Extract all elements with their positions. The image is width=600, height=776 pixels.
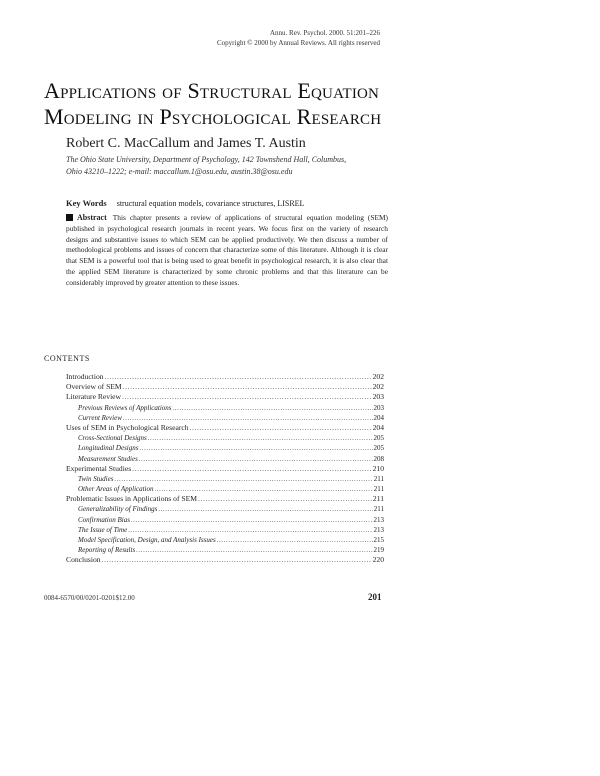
toc-leader-dots: [190, 423, 372, 433]
copyright-notice: Copyright © 2000 by Annual Reviews. All rights reserved: [217, 39, 380, 47]
journal-citation: Annu. Rev. Psychol. 2000. 51:201–226: [270, 29, 380, 37]
toc-entry: [66, 403, 384, 413]
toc-leader-dots: [139, 454, 373, 464]
toc-entry-page: 211: [373, 474, 384, 483]
toc-leader-dots: [132, 464, 371, 474]
article-code: 0084-6570/00/0201-0201$12.00: [44, 594, 135, 602]
toc-entry-title: Current Review: [78, 413, 122, 422]
affiliation-line-1: The Ohio State University, Department of Psychology, 142 Townshend Hall, Columbus,: [66, 155, 347, 164]
toc-entry-page: 215: [373, 536, 384, 544]
toc-leader-dots: [123, 413, 373, 423]
toc-leader-dots: [114, 474, 372, 484]
toc-entry: [66, 484, 384, 494]
toc-entry-title: Reporting of Results: [78, 546, 136, 555]
toc-leader-dots: [136, 545, 372, 555]
toc-entry-title: Uses of SEM in Psychological Research: [66, 422, 189, 432]
toc-entry-page: 204: [373, 413, 384, 422]
toc-leader-dots: [158, 504, 372, 514]
toc-entry-title: Overview of SEM: [66, 382, 122, 392]
toc-leader-dots: [123, 382, 372, 392]
contents-heading: CONTENTS: [44, 354, 90, 363]
toc-entry: [66, 494, 384, 504]
toc-entry-page: 213: [373, 525, 384, 534]
square-bullet-icon: [66, 214, 73, 221]
toc-entry: [66, 413, 384, 423]
article-title: [44, 78, 464, 130]
toc-leader-dots: [217, 535, 373, 545]
toc-entry: [66, 443, 384, 453]
affiliation: [66, 154, 386, 178]
toc-entry: [66, 454, 384, 464]
toc-entry-page: 211: [373, 485, 384, 494]
toc-entry-title: Twin Studies: [78, 474, 114, 483]
keywords-label: Key Words: [66, 198, 107, 208]
toc-entry: [66, 382, 384, 392]
abstract-label: Abstract: [77, 213, 107, 222]
toc-entry-title: Previous Reviews of Applications: [78, 403, 172, 412]
toc-entry: [66, 392, 384, 402]
toc-entry-page: 213: [373, 515, 384, 524]
toc-entry-title: Conclusion: [66, 555, 101, 565]
authors: Robert C. MacCallum and James T. Austin: [66, 136, 306, 151]
toc-entry-title: Confirmation Bias: [78, 515, 130, 524]
toc-entry: [66, 423, 384, 433]
toc-entry-page: 205: [373, 444, 384, 453]
toc-entry-page: 203: [372, 392, 384, 402]
toc-entry-page: 219: [373, 546, 384, 555]
running-head: [217, 28, 380, 48]
title-line-2: Modeling in Psychological Research: [44, 104, 382, 129]
toc-entry-title: Literature Review: [66, 392, 122, 402]
page-number: 201: [368, 592, 382, 602]
toc-leader-dots: [173, 403, 373, 413]
table-of-contents: [66, 372, 384, 566]
toc-entry-page: 203: [373, 403, 384, 412]
toc-entry: [66, 545, 384, 555]
toc-entry: [66, 515, 384, 525]
toc-entry-page: 202: [372, 372, 384, 381]
keywords-text: structural equation models, covariance structures, LISREL: [116, 199, 305, 208]
abstract-text: This chapter presents a review of applications of structural equation modeling (SEM) published in psychological research journals in recent years. We focus first on the variety of research designs and substantive issues to which SEM can be applied productively. We then discuss a number of methodological problems and issues of concern that characterize some of this literature. Although it is clear that SEM is a powerful tool that is being used to great benefit in psychological research, it is also clear that the applied SEM literature is characterized by some chronic problems and that this literature can be considerably improved by greater attention to these issues.: [66, 213, 388, 287]
toc-leader-dots: [128, 525, 372, 535]
toc-entry-page: 210: [372, 463, 384, 473]
toc-entry: [66, 535, 384, 545]
toc-entry-page: 204: [372, 422, 384, 432]
toc-entry: [66, 433, 384, 443]
toc-entry-page: 220: [372, 555, 384, 565]
keywords: [66, 198, 304, 208]
toc-entry-title: Model Specification, Design, and Analysis Issues: [78, 536, 216, 544]
toc-entry-title: Experimental Studies: [66, 463, 132, 473]
toc-entry-title: Generalizability of Findings: [78, 505, 158, 514]
toc-entry: [66, 525, 384, 535]
toc-leader-dots: [131, 515, 373, 525]
toc-entry-title: Problematic Issues in Applications of SEM: [66, 494, 197, 504]
toc-entry-page: 211: [372, 494, 384, 504]
toc-leader-dots: [139, 443, 372, 453]
toc-leader-dots: [105, 372, 372, 382]
toc-leader-dots: [102, 555, 372, 565]
title-line-1: Applications of Structural Equation: [44, 78, 380, 103]
toc-entry-title: Cross-Sectional Designs: [78, 434, 147, 443]
affiliation-line-2: Ohio 43210–1222; e-mail: maccallum.1@osu.edu, austin.38@osu.edu: [66, 167, 293, 176]
toc-entry-title: Other Areas of Application: [78, 485, 154, 494]
toc-entry-page: 202: [372, 382, 384, 392]
toc-entry: [66, 464, 384, 474]
toc-leader-dots: [155, 484, 373, 494]
toc-entry: [66, 474, 384, 484]
abstract: [66, 213, 388, 289]
toc-entry-page: 205: [373, 434, 384, 443]
toc-entry: [66, 372, 384, 382]
toc-leader-dots: [122, 392, 372, 402]
toc-entry-page: 211: [373, 505, 384, 514]
toc-entry-title: The Issue of Time: [78, 525, 128, 534]
toc-entry-title: Measurement Studies: [78, 454, 138, 463]
toc-entry-page: 208: [373, 454, 384, 463]
toc-leader-dots: [148, 433, 373, 443]
toc-entry: [66, 555, 384, 565]
toc-leader-dots: [198, 494, 372, 504]
toc-entry-title: Longitudinal Designs: [78, 444, 139, 453]
toc-entry: [66, 504, 384, 514]
toc-entry-title: Introduction: [66, 372, 104, 381]
